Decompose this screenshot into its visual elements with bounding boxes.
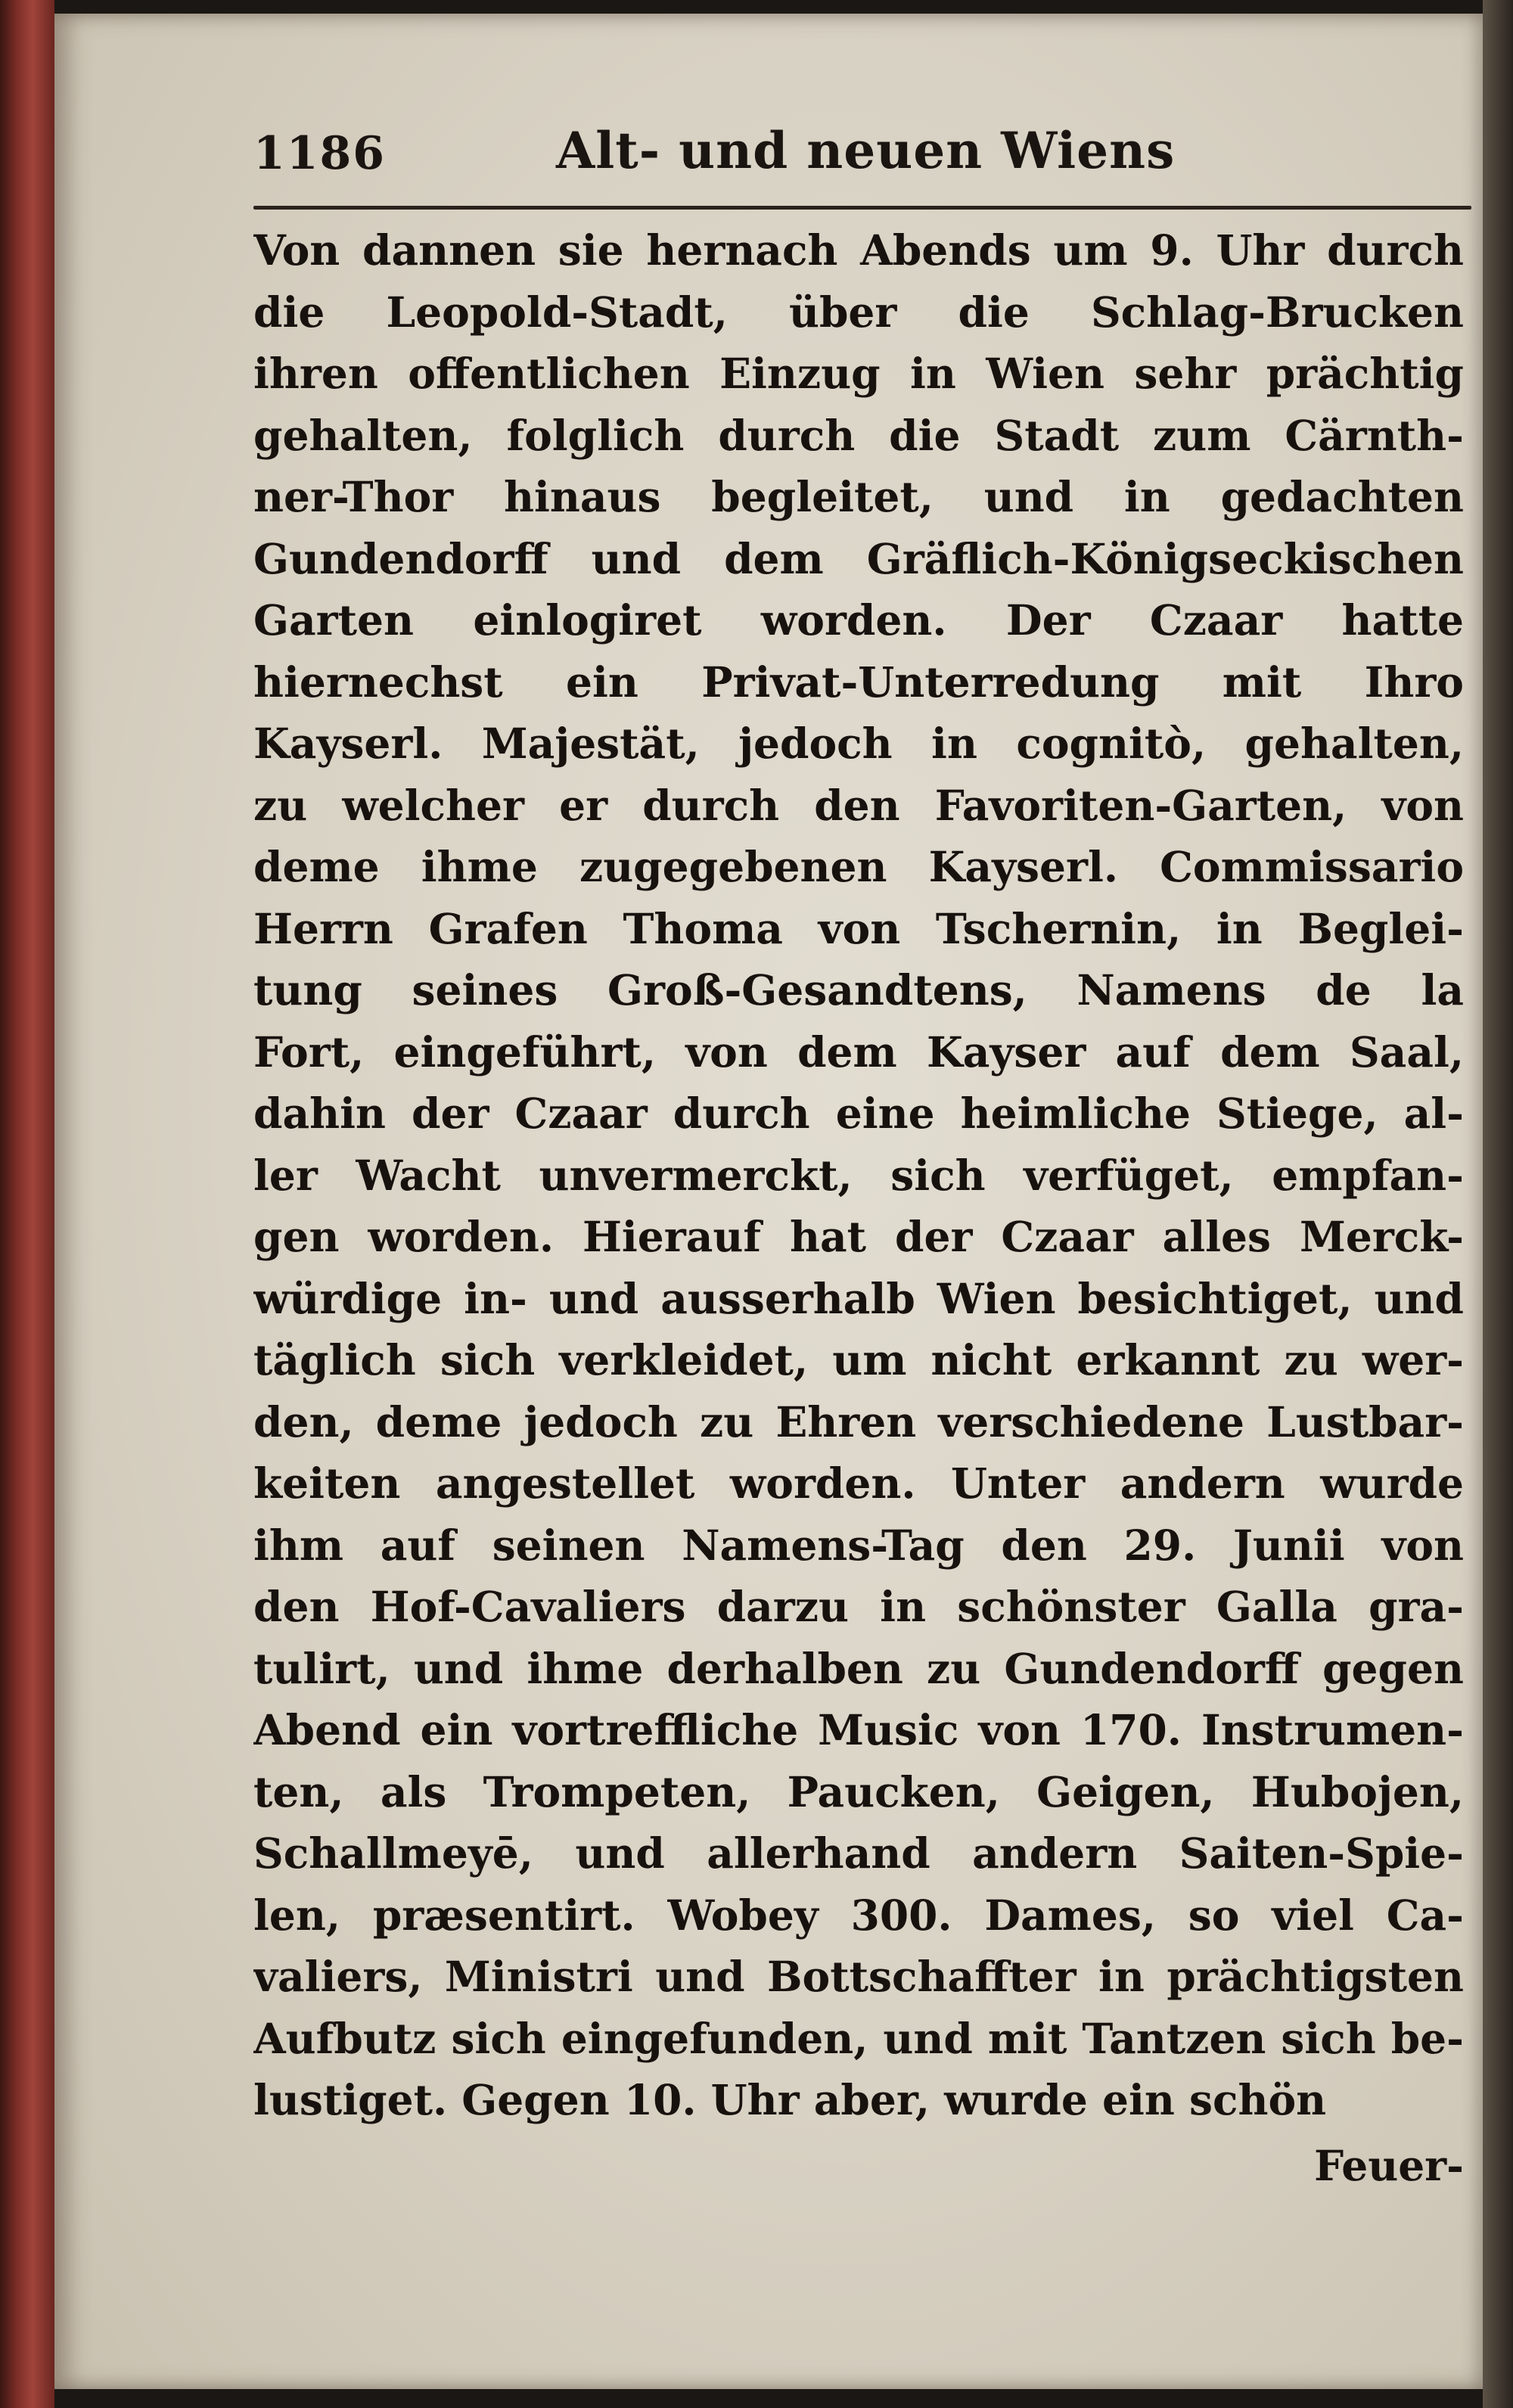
running-head: [253, 113, 1471, 204]
text-line: täglich sich verkleidet, um nicht erkannt zu wer-: [253, 1335, 1464, 1384]
text-line: ner-Thor hinaus begleitet, und in gedachten: [253, 472, 1464, 521]
text-line: den, deme jedoch zu Ehren verschiedene Lustbar-: [253, 1397, 1464, 1446]
text-line: Herrn Grafen Thoma von Tschernin, in Beglei-: [253, 903, 1464, 953]
text-line: gehalten, folglich durch die Stadt zum Cärnth-: [253, 410, 1464, 460]
text-line: den Hof-Cavaliers darzu in schönster Galla gra-: [253, 1582, 1464, 1631]
text-line: Abend ein vortreffliche Music von 170. Instrumen-: [253, 1705, 1464, 1754]
text-line: dahin der Czaar durch eine heimliche Stiege, al-: [253, 1089, 1464, 1138]
book-binding-edge: [0, 0, 54, 2408]
text-line: hiernechst ein Privat-Unterredung mit Ihro: [253, 657, 1464, 707]
text-line: Garten einlogiret worden. Der Czaar hatte: [253, 595, 1464, 645]
text-line: tung seines Groß-Gesandtens, Namens de la: [253, 965, 1464, 1014]
text-line: gen worden. Hierauf hat der Czaar alles Merck-: [253, 1212, 1464, 1261]
text-line: len, præsentirt. Wobey 300. Dames, so viel Ca-: [253, 1890, 1464, 1940]
header-rule: [253, 206, 1471, 210]
text-line: Aufbutz sich eingefunden, und mit Tantzen sich be-: [253, 2013, 1464, 2063]
text-line: Kayserl. Majestät, jedoch in cognitò, gehalten,: [253, 719, 1464, 768]
text-line: zu welcher er durch den Favoriten-Garten, von: [253, 780, 1464, 830]
text-line: tulirt, und ihme derhalben zu Gundendorff gegen: [253, 1643, 1464, 1693]
text-line: die Leopold-Stadt, über die Schlag-Brucken: [253, 287, 1464, 337]
text-line: lustiget. Gegen 10. Uhr aber, wurde ein schön: [253, 2075, 1327, 2124]
text-line: keiten angestellet worden. Unter andern wurde: [253, 1459, 1464, 1508]
page-number: 1186: [253, 127, 386, 180]
text-line: Gundendorff und dem Gräflich-Königseckischen: [253, 533, 1464, 583]
text-line: würdige in- und ausserhalb Wien besichtiget, und: [253, 1273, 1464, 1323]
text-line: Schallmeyē, und allerhand andern Saiten-Spie-: [253, 1829, 1464, 1878]
text-line: deme ihme zugegebenen Kayserl. Commissario: [253, 842, 1464, 891]
body-text: [253, 219, 1464, 2131]
catchword: Feuer-: [1314, 2141, 1464, 2190]
page-edge-shadow: [1483, 0, 1513, 2408]
text-line: Von dannen sie hernach Abends um 9. Uhr durch: [253, 225, 1464, 275]
text-line: ler Wacht unvermerckt, sich verfüget, empfan-: [253, 1150, 1464, 1200]
text-line: ten, als Trompeten, Paucken, Geigen, Hubojen,: [253, 1766, 1464, 1816]
text-line: ihm auf seinen Namens-Tag den 29. Junii von: [253, 1520, 1464, 1570]
text-line: Fort, eingeführt, von dem Kayser auf dem Saal,: [253, 1027, 1464, 1077]
text-line: ihren offentlichen Einzug in Wien sehr prächtig: [253, 349, 1464, 398]
text-line: valiers, Ministri und Bottschaffter in prächtigsten: [253, 1952, 1464, 2001]
running-title: Alt- und neuen Wiens: [556, 121, 1176, 180]
